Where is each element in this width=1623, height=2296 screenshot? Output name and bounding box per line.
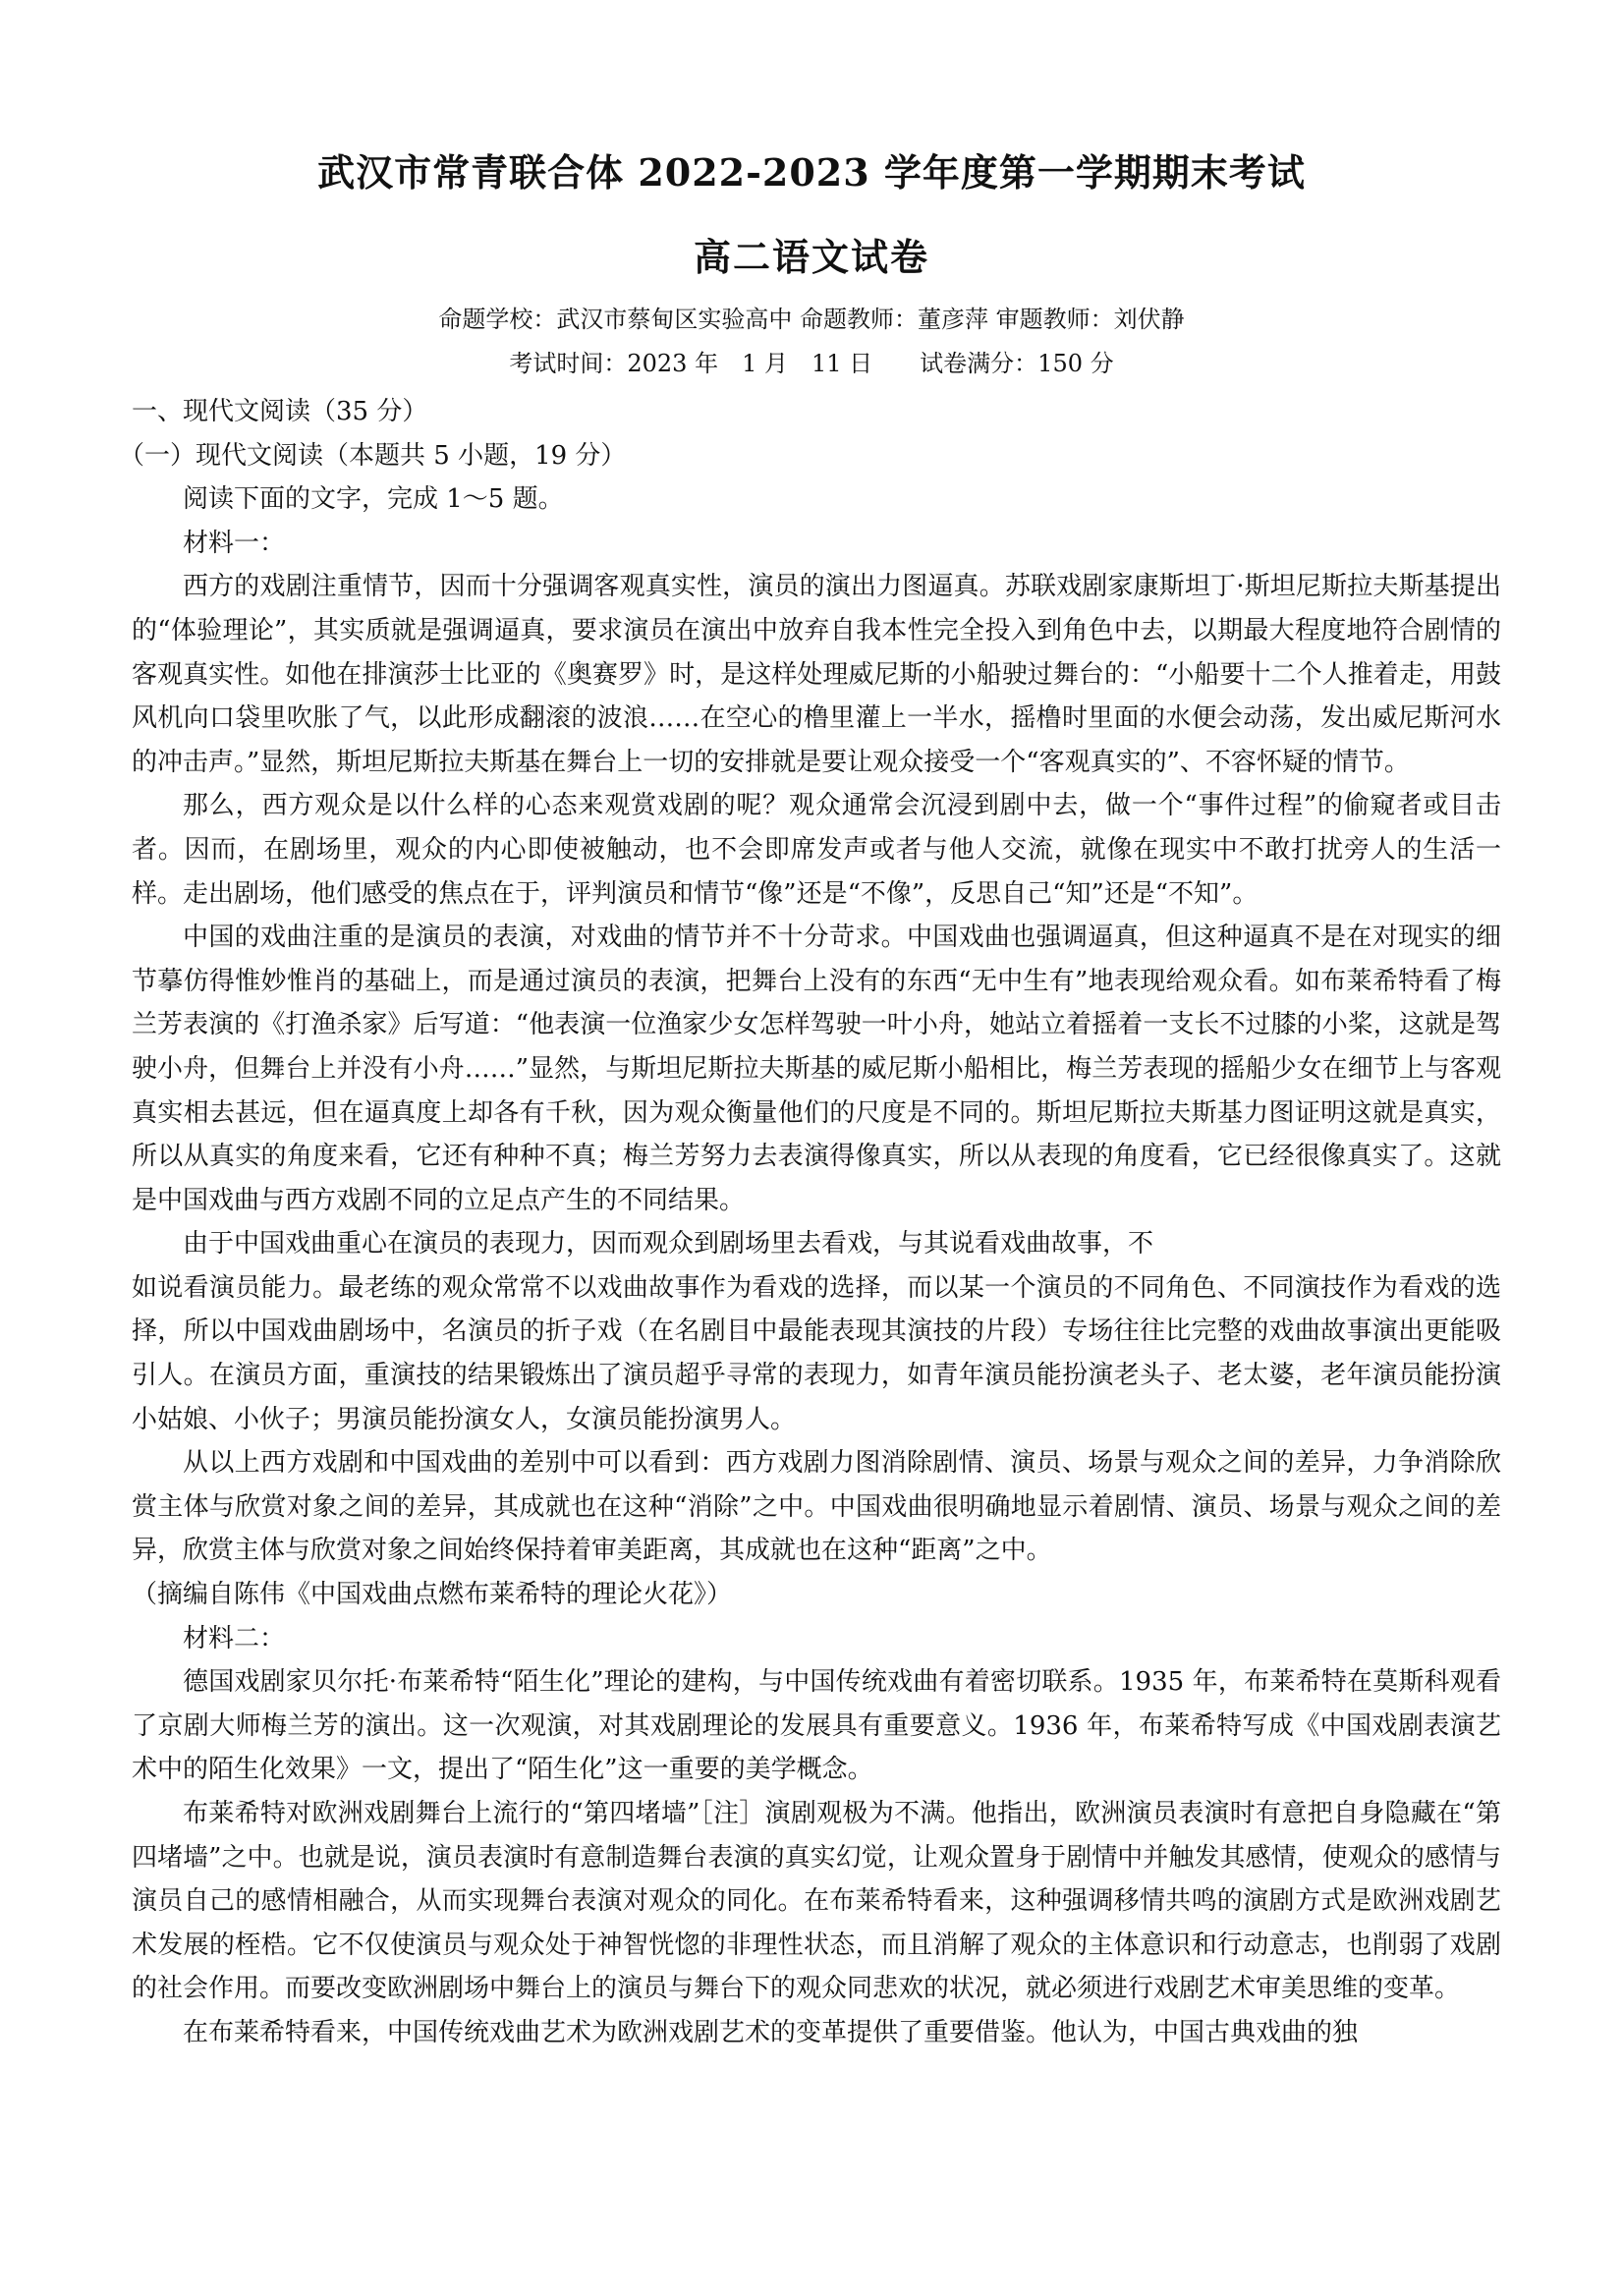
paragraph: 中国的戏曲注重的是演员的表演，对戏曲的情节并不十分苛求。中国戏曲也强调逼真，但这种逼真不是在对现实的细节摹仿得惟妙惟肖的基础上，而是通过演员的表演，把舞台上没有的东西“无中生有”地表现给观众看。如布莱希特看了梅兰芳表演的《打渔杀家》后写道：“他表演一位渔家少女怎样驾驶一叶小舟，她站立着摇着一支长不过膝的小桨，这就是驾驶小舟，但舞台上并没有小舟……”显然，与斯坦尼斯拉夫斯基的威尼斯小船相比，梅兰芳表现的摇船少女在细节上与客观真实相去甚远，但在逼真度上却各有千秋，因为观众衡量他们的尺度是不同的。斯坦尼斯拉夫斯基力图证明这就是真实，所以从真实的角度来看，它还有种种不真；梅兰芳努力去表演得像真实，所以从表现的角度看，它已经很像真实了。这就是中国戏曲与西方戏剧不同的立足点产生的不同结果。 bbox=[132, 923, 1501, 1215]
exam-title: 武汉市常青联合体 2022-2023 学年度第一学期期末考试 bbox=[317, 150, 1306, 195]
section-heading: 一、现代文阅读（35 分） bbox=[132, 397, 428, 426]
exam-month: 1 月 bbox=[742, 350, 788, 377]
reading-instruction: 阅读下面的文字，完成 1～5 题。 bbox=[183, 484, 564, 515]
full-score: 试卷满分：150 分 bbox=[920, 350, 1114, 377]
paragraph: 如说看演员能力。最老练的观众常常不以戏曲故事作为看戏的选择，而以某一个演员的不同角色、不同演技作为看戏的选择，所以中国戏曲剧场中，名演员的折子戏（在名剧目中最能表现其演技的片段）专场往往比完整的戏曲故事演出更能吸引人。在演员方面，重演技的结果锻炼出了演员超乎寻常的表现力，如青年演员能扮演老头子、老太婆，老年演员能扮演小姑娘、小伙子；男演员能扮演女人，女演员能扮演男人。 bbox=[132, 1272, 1501, 1434]
setter-info: 命题学校：武汉市蔡甸区实验高中 命题教师：董彦萍 审题教师：刘伏静 bbox=[438, 306, 1185, 333]
exam-subtitle: 高二语文试卷 bbox=[693, 235, 929, 279]
material-label: 材料一： bbox=[183, 528, 286, 558]
exam-time-label: 考试时间：2023 年 bbox=[509, 350, 719, 377]
exam-info-line bbox=[0, 347, 1623, 380]
material-label: 材料二： bbox=[183, 1623, 286, 1653]
source-citation: （摘编自陈伟《中国戏曲点燃布莱希特的理论火花》） bbox=[132, 1580, 733, 1610]
paragraph: 由于中国戏曲重心在演员的表现力，因而观众到剧场里去看戏，与其说看戏曲故事，不 bbox=[183, 1229, 1154, 1260]
paragraph: 从以上西方戏剧和中国戏曲的差别中可以看到：西方戏剧力图消除剧情、演员、场景与观众之间的差异，力争消除欣赏主体与欣赏对象之间的差异，其成就也在这种“消除”之中。中国戏曲很明确地显示着剧情、演员、场景与观众之间的差异，欣赏主体与欣赏对象之间始终保持着审美距离，其成就也在这种“距离”之中。 bbox=[132, 1448, 1501, 1566]
paragraph: 那么，西方观众是以什么样的心态来观赏戏剧的呢？观众通常会沉浸到剧中去，做一个“事件过程”的偷窥者或目击者。因而，在剧场里，观众的内心即使被触动，也不会即席发声或者与他人交流，就像在现实中不敢打扰旁人的生活一样。走出剧场，他们感受的焦点在于，评判演员和情节“像”还是“不像”，反思自己“知”还是“不知”。 bbox=[132, 791, 1501, 909]
paragraph: 西方的戏剧注重情节，因而十分强调客观真实性，演员的演出力图逼真。苏联戏剧家康斯坦丁·斯坦尼斯拉夫斯基提出的“体验理论”，其实质就是强调逼真，要求演员在演出中放弃自我本性完全投入到角色中去，以期最大程度地符合剧情的客观真实性。如他在排演莎士比亚的《奥赛罗》时，是这样处理威尼斯的小船驶过舞台的：“小船要十二个人推着走，用鼓风机向口袋里吹胀了气，以此形成翻滚的波浪……在空心的橹里灌上一半水，摇橹时里面的水便会动荡，发出威尼斯河水的冲击声。”显然，斯坦尼斯拉夫斯基在舞台上一切的安排就是要让观众接受一个“客观真实的”、不容怀疑的情节。 bbox=[132, 572, 1501, 777]
section-subheading: （一）现代文阅读（本题共 5 小题，19 分） bbox=[119, 440, 627, 471]
exam-day: 11 日 bbox=[812, 350, 873, 377]
paragraph: 在布莱希特看来，中国传统戏曲艺术为欧洲戏剧艺术的变革提供了重要借鉴。他认为，中国古典戏曲的独 bbox=[183, 2017, 1359, 2047]
exam-body bbox=[119, 390, 1501, 2055]
paragraph: 德国戏剧家贝尔托·布莱希特“陌生化”理论的建构，与中国传统戏曲有着密切联系。1935 年，布莱希特在莫斯科观看了京剧大师梅兰芳的演出。这一次观演，对其戏剧理论的发展具有重要意义。1936 年，布莱希特写成《中国戏剧表演艺术中的陌生化效果》一文，提出了“陌生化”这一重要的美学概念。 bbox=[132, 1667, 1501, 1785]
paragraph: 布莱希特对欧洲戏剧舞台上流行的“第四堵墙”［注］演剧观极为不满。他指出，欧洲演员表演时有意把自身隐藏在“第四堵墙”之中。也就是说，演员表演时有意制造舞台表演的真实幻觉，让观众置身于剧情中并触发其感情，使观众的感情与演员自己的感情相融合，从而实现舞台表演对观众的同化。在布莱希特看来，这种强调移情共鸣的演剧方式是欧洲戏剧艺术发展的桎梏。它不仅使演员与观众处于神智恍惚的非理性状态，而且消解了观众的主体意识和行动意志，也削弱了戏剧的社会作用。而要改变欧洲剧场中舞台上的演员与舞台下的观众同悲欢的状况，就必须进行戏剧艺术审美思维的变革。 bbox=[132, 1799, 1501, 2004]
